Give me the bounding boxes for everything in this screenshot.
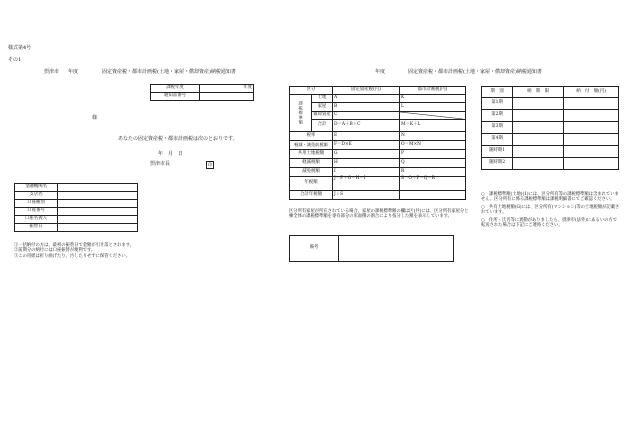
bank-field-value (58, 208, 138, 216)
notice-info-table (150, 84, 254, 101)
row-label-pre-reduction: 軽減・減免前税額 (290, 141, 333, 150)
bank-field-value (58, 184, 138, 192)
row-city-house: L (400, 103, 466, 112)
installment-due-date (513, 134, 564, 146)
total-annual-label: 合計年税額 (290, 191, 333, 200)
remarks-content (339, 236, 454, 262)
installment-amount (564, 122, 619, 134)
diagonal-strike (400, 112, 463, 119)
issue-date: 年 月 日 (158, 151, 184, 157)
installment-header: 納 付 額(円) (564, 87, 619, 98)
bank-field-value (58, 224, 138, 232)
installment-due-date (513, 158, 564, 170)
right-title: 固定資産税・都市計画税(土地・家屋・償却資産)納税通知書 (408, 69, 542, 75)
row-fixed-shared-land: G (333, 150, 400, 159)
bank-field-label: 口座種別 (15, 200, 58, 208)
bank-field-label: 振替日 (15, 224, 58, 232)
right-note: ○ 共有土地税額(G)には、区分所有(マンション)等の土地税額が記載されています。 (481, 204, 620, 216)
row-fixed-land: A (333, 95, 400, 103)
installment-due-date (513, 98, 564, 110)
form-number: 様式第4号 (8, 45, 32, 51)
bank-field-label: 金融機関名 (15, 184, 58, 192)
bank-account-table (14, 183, 138, 232)
row-city-depreciable-na (400, 112, 466, 120)
remarks-label: 備考 (290, 236, 339, 262)
tax-calculation-table (289, 86, 466, 200)
right-note: ○ 課税標準額(土地)(1)には、区分所有等の課税標準額は含まれていません。区分所有に係る課税標準額は課税明細書にてご確認ください。 (481, 192, 619, 203)
row-fixed-depreciable: C (333, 112, 400, 120)
row-label-house: 家屋 (312, 103, 333, 112)
installment-header: 納 期 限 (513, 87, 564, 98)
left-note: ①一括納付の方は、最初の振替日で金額が引き落とされます。 (14, 243, 134, 248)
installment-period: 第2期 (482, 110, 513, 122)
bank-field-value (58, 192, 138, 200)
row-fixed-rate: E (333, 132, 400, 141)
installment-amount (564, 134, 619, 146)
installment-amount (564, 98, 619, 110)
col-header-city: 都市計画税(円) (400, 87, 466, 95)
row-city-exemption: R (400, 168, 466, 177)
row-fixed-pre-reduction: F＝D×E (333, 141, 400, 150)
row-fixed-reduction: H (333, 159, 400, 168)
right-notes (481, 192, 621, 228)
row-city-pre-reduction: O＝M×N (400, 141, 466, 150)
row-label-land: 土地 (312, 95, 333, 103)
col-header-fixed: 固定資産税(円) (333, 87, 400, 95)
right-title-year: 年度 (375, 69, 386, 75)
row-label-annual: 年税額 (290, 177, 333, 191)
row-fixed-exemption: I (333, 168, 400, 177)
row-label-total: 合計 (312, 120, 333, 132)
honorific: 様 (92, 115, 98, 121)
fiscal-year-value: 年度 (200, 85, 254, 93)
row-label-depreciable: 償却資産 (312, 112, 333, 120)
left-note: ②前期分の納付には口座振替が便利です。 (14, 248, 96, 254)
installment-due-date (513, 146, 564, 158)
remarks-box (289, 235, 454, 262)
installment-header: 期 別 (482, 87, 513, 98)
row-city-total: M＝K＋L (400, 120, 466, 132)
row-city-land: K (400, 95, 466, 103)
row-city-rate: N (400, 132, 466, 141)
right-note: ○ 住所・氏名等に異動がありましたら、摂津市(法外)にあるいの方で転送された場合は下記にご連絡ください。 (481, 217, 618, 229)
mayor-name: 摂津市長 (150, 161, 171, 167)
installment-period: 随時期2 (482, 158, 513, 170)
left-title-city: 摂津市 (44, 69, 60, 75)
sheet-number: その1 (8, 57, 22, 63)
row-fixed-house: B (333, 103, 400, 112)
row-label-shared-land: 共用土地税額 (290, 150, 333, 159)
row-label-rate: 税率 (290, 132, 333, 141)
installment-amount (564, 110, 619, 122)
installment-period: 第4期 (482, 134, 513, 146)
notice-body-text: あなたの固定資産税・都市計画税は次のとおりです。 (118, 136, 238, 142)
condominium-note: 区分所有家屋が所在されている場合、家屋の課税標準額の欄は区(共)には、区分所有家屋分と棟全体の課税標準額を専有部分の床面積の割合により按分した額を表示しています。 (289, 209, 469, 220)
left-notes (14, 243, 194, 259)
bank-field-label: 口座番号 (15, 208, 58, 216)
installment-table (481, 86, 619, 170)
notice-no-value (200, 93, 254, 101)
bank-field-value (58, 216, 138, 224)
bank-field-label: 支店名 (15, 192, 58, 200)
installment-due-date (513, 110, 564, 122)
tax-base-side-label: 課税標準額 (290, 95, 312, 132)
row-city-reduction: Q (400, 159, 466, 168)
seal-mark: 印 (207, 162, 213, 167)
installment-period: 第3期 (482, 122, 513, 134)
row-fixed-total: D＝A＋B＋C (333, 120, 400, 132)
left-note: ③この用紙は折り曲げたり、汚したりせずに保管ください。 (14, 253, 131, 259)
bank-field-value (58, 200, 138, 208)
row-label-reduction: 軽減税額 (290, 159, 333, 168)
row-city-annual: S＝O＋P－Q－R (400, 177, 466, 191)
installment-amount (564, 146, 619, 158)
total-annual-value: J＋S (333, 191, 400, 200)
row-fixed-annual: J＝F＋G－H－I (333, 177, 400, 191)
installment-due-date (513, 122, 564, 134)
left-title: 固定資産税・都市計画税(土地・家屋・償却資産)納税通知書 (102, 69, 236, 75)
fiscal-year-label: 課税年度 (151, 85, 200, 93)
bank-field-label: 口座名義人 (15, 216, 58, 224)
left-title-year: 年度 (68, 69, 79, 75)
notice-no-label: 通知書番号 (151, 93, 200, 101)
installment-period: 第1期 (482, 98, 513, 110)
installment-period: 随時期1 (482, 146, 513, 158)
installment-amount (564, 158, 619, 170)
col-header-kubun: 区分 (290, 87, 333, 95)
row-city-shared-land: P (400, 150, 466, 159)
row-label-exemption: 減免税額 (290, 168, 333, 177)
